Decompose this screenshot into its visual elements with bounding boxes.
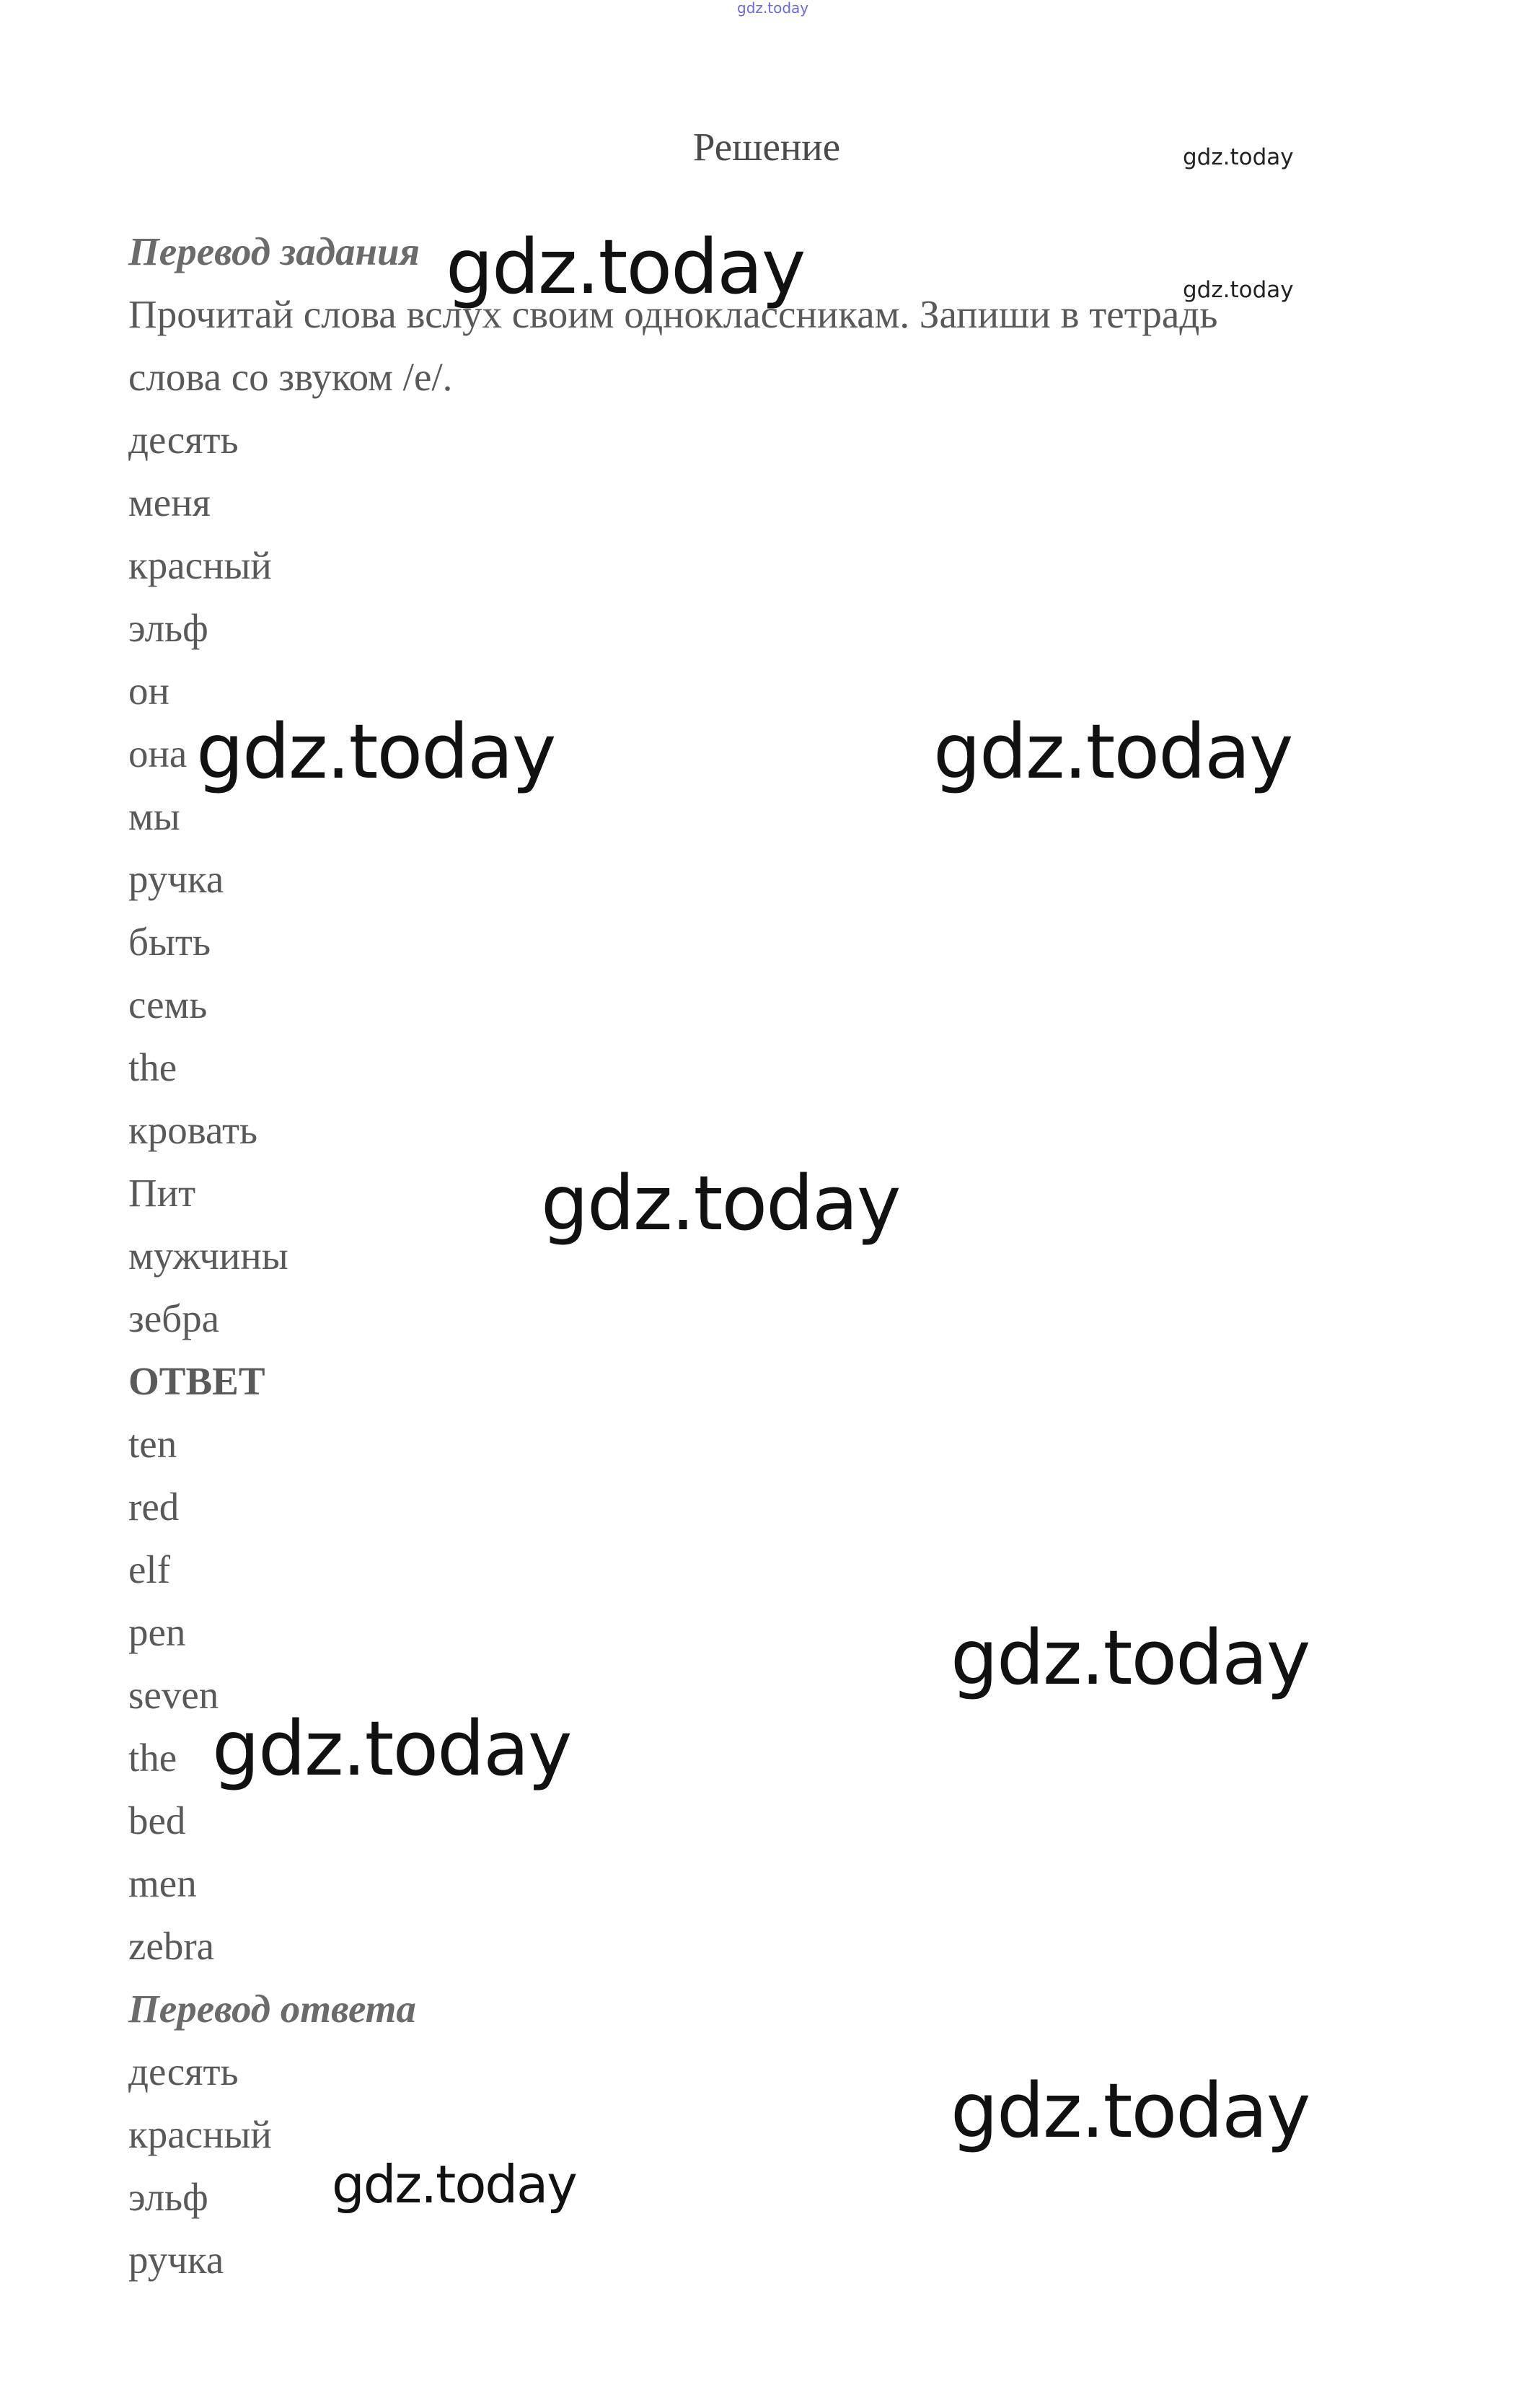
- word-item: десять: [128, 418, 239, 462]
- watermark-small: gdz.today: [1183, 144, 1294, 170]
- word-item: семь: [128, 983, 208, 1027]
- translation-item: ручка: [128, 2238, 224, 2282]
- answer-item: men: [128, 1861, 197, 1905]
- answer-item: seven: [128, 1673, 219, 1717]
- word-item: зебра: [128, 1296, 220, 1340]
- answer-item: bed: [128, 1798, 186, 1842]
- watermark-medium: gdz.today: [332, 2154, 576, 2215]
- word-item: ручка: [128, 857, 224, 901]
- word-item: кровать: [128, 1108, 258, 1152]
- word-item: Пит: [128, 1171, 196, 1215]
- content-block: [128, 220, 1217, 2291]
- watermark-large: gdz.today: [951, 2067, 1310, 2155]
- answer-item: elf: [128, 1547, 171, 1591]
- answer-item: ten: [128, 1422, 177, 1466]
- word-item: красный: [128, 543, 272, 587]
- word-item: мы: [128, 794, 180, 838]
- header-watermark: gdz.today: [737, 0, 809, 17]
- watermark-large: gdz.today: [541, 1159, 900, 1247]
- translation-heading: Перевод ответа: [128, 1987, 416, 2031]
- page-title: Решение: [692, 125, 841, 169]
- watermark-large: gdz.today: [446, 223, 805, 311]
- task-text-line-2: слова со звуком /e/.: [128, 355, 453, 399]
- answer-item: the: [128, 1736, 177, 1780]
- answer-item: red: [128, 1485, 180, 1529]
- answer-heading: ОТВЕТ: [128, 1359, 265, 1403]
- answer-item: zebra: [128, 1924, 215, 1968]
- watermark-small: gdz.today: [1183, 277, 1294, 303]
- word-item: меня: [128, 480, 211, 524]
- word-item: она: [128, 731, 188, 775]
- word-item: мужчины: [128, 1234, 288, 1278]
- watermark-large: gdz.today: [196, 708, 555, 796]
- translation-item: десять: [128, 2049, 239, 2093]
- watermark-large: gdz.today: [212, 1705, 571, 1793]
- translation-item: эльф: [128, 2175, 208, 2219]
- translation-item: красный: [128, 2112, 272, 2156]
- answer-item: pen: [128, 1610, 186, 1654]
- task-heading: Перевод задания: [128, 229, 420, 273]
- task-text-line-1: Прочитай слова вслух своим одноклассникам. Запиши в тетрадь: [128, 292, 1218, 336]
- word-item: быть: [128, 920, 211, 964]
- word-item: он: [128, 669, 169, 713]
- word-item: эльф: [128, 606, 208, 650]
- word-item: the: [128, 1045, 177, 1089]
- watermark-large: gdz.today: [933, 708, 1292, 796]
- watermark-large: gdz.today: [951, 1614, 1310, 1702]
